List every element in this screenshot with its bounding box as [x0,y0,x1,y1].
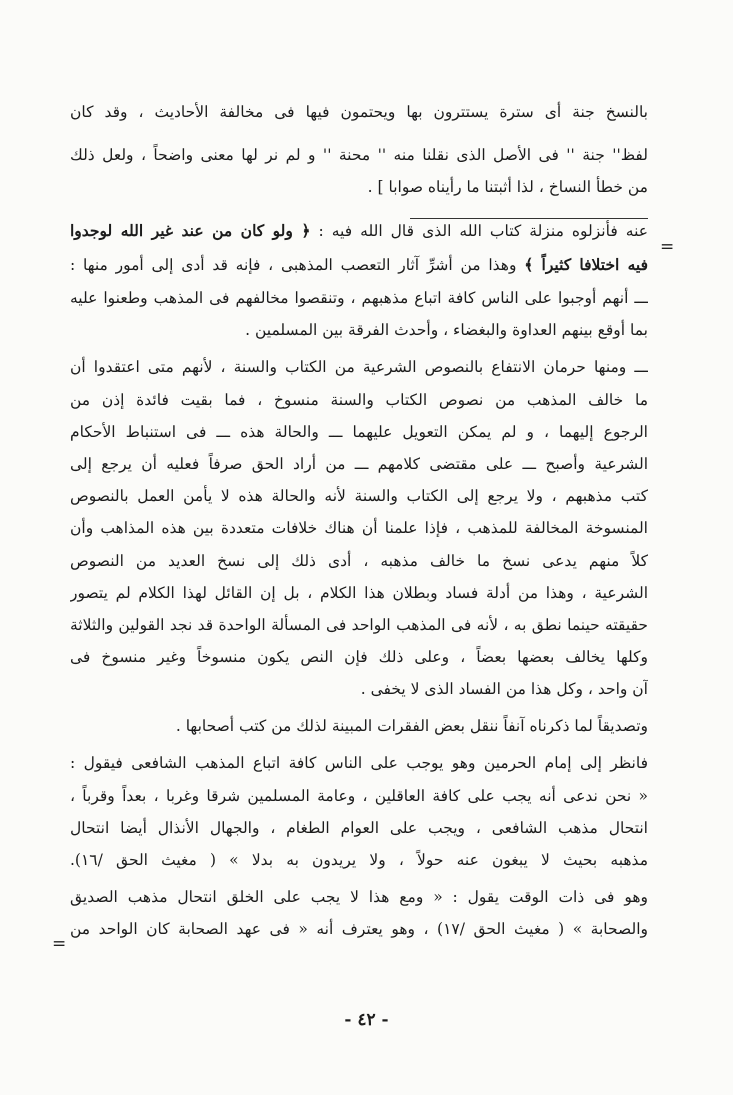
body-line: كلاً منهم يدعى نسخ ما خالف مذهبه ، أدى ذلك إلى نسخ العديد من النصوص [70,552,648,570]
body-line: وهو فى ذات الوقت يقول : « ومع هذا لا يجب على الخلق انتحال مذهب الصديق [70,888,648,906]
quran-quote: ﴿ ولو كان من عند غير الله لوجدوا [70,221,311,240]
body-line: « نحن ندعى أنه يجب على كافة العاقلين ، وعامة المسلمين شرقا وغربا ، بعداً وقرباً ، [70,787,648,805]
body-line: وتصديقاً لما ذكرناه آنفاً ننقل بعض الفقرات المبينة لذلك من كتب أصحابها . [175,717,648,735]
footer-continuation-marker: = [52,934,67,954]
body-line: ما خالف المذهب من نصوص الكتاب والسنة منسوخ ، فما بقيت فائدة إذن من [70,391,648,409]
body-line: بما أوقع بينهم العداوة والبغضاء ، وأحدث الفرقة بين المسلمين . [245,321,648,339]
body-line: ـــ أنهم أوجبوا على الناس كافة اتباع مذهبهم ، وتنقصوا مخالفهم فى المذهب وطعنوا عليه [70,289,648,307]
body-line: آن واحد ، وكل هذا من الفساد الذى لا يخفى . [360,680,648,698]
body-line: انتحال مذهب الشافعى ، ويجب على العوام الطغام ، والجهال الأنذال أيضا انتحال [70,819,648,837]
top-paragraph-line: بالنسخ جنة أى سترة يستترون بها ويحتمون فيها فى مخالفة الأحاديث ، وقد كان [70,103,648,121]
body-line: المنسوخة المخالفة للمذهب ، فإذا علمنا أن هناك خلافات متعددة بين هذه المذاهب وأن [70,519,648,537]
body-line: الشرعية وأصبح ـــ على مقتضى كلامهم ـــ من أراد الحق صرفاً فعليه أن يرجع إلى [70,455,648,473]
top-paragraph-line: من خطأ النساخ ، لذا أثبتنا ما رأيناه صوابا ] . [367,178,648,196]
body-line: الشرعية ، وهذا من أدلة فساد وبطلان هذا الكلام ، بل إن القائل لهذا الكلام لم يتصور [70,584,648,602]
body-line: فيه اختلافا كثيراً ﴾ وهذا من أشرِّ آثار التعصب المذهبى ، فإنه قد أدى إلى أمور منها : [70,255,648,274]
body-line: الرجوع إليهما ، و لم يمكن التعويل عليهما ـــ والحالة هذه ـــ فى استنباط الأحكام [70,423,648,441]
body-line: ـــ ومنها حرمان الانتفاع بالنصوص الشرعية من الكتاب والسنة ، لأنهم متى اعتقدوا أن [70,358,648,376]
continuation-marker: = [660,237,675,257]
body-line: والصحابة » ( مغيث الحق /١٧) ، وهو يعترف أنه « فى عهد الصحابة كان الواحد من [70,920,648,938]
body-line: عنه فأنزلوه منزلة كتاب الله الذى قال الله فيه : ﴿ ولو كان من عند غير الله لوجدوا [70,221,648,240]
quran-quote: فيه اختلافا كثيراً ﴾ [524,255,648,274]
body-line: كتب مذهبهم ، ولا يرجع إلى الكتاب والسنة لأنه والحالة هذه لا يأمن العمل بالنصوص [70,487,648,505]
body-line: وكلها يخالف بعضها بعضاً ، وعلى ذلك فإن النص يكون منسوخاً وغير منسوخ فى [70,648,648,666]
body-line: حقيقته حينما نطق به ، لأنه فى المذهب الواحد فى المسألة الواحدة قد نجد القولين والثلاثة [70,616,648,634]
body-line: مذهبه بحيث لا يبغون عنه حولاً ، ولا يريدون به بدلا » ( مغيث الحق /١٦). [70,851,648,869]
body-line: فانظر إلى إمام الحرمين وهو يوجب على الناس كافة اتباع المذهب الشافعى فيقول : [70,754,648,772]
page-number: - ٤٢ - [344,1010,389,1030]
top-paragraph-line: لفظ'' جنة '' فى الأصل الذى نقلنا منه '' محنة '' و لم نر لها معنى واضحاً ، ولعل ذلك [70,146,648,164]
